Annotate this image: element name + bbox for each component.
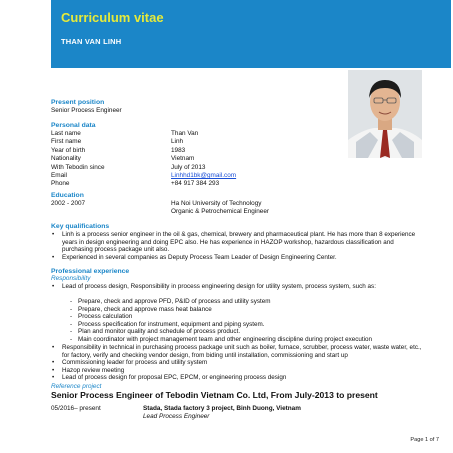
education-period: 2002 - 2007	[51, 200, 86, 207]
year-of-birth-label: Year of birth	[51, 146, 86, 154]
project-role: Lead Process Engineer	[143, 413, 210, 421]
year-of-birth-value: 1983	[171, 146, 186, 154]
key-qualifications-heading: Key qualifications	[51, 223, 110, 230]
present-position-value: Senior Process Engineer	[51, 107, 122, 114]
list-item: • Lead of process design, Responsibility in process engineering design for utility system, process system, such as:	[51, 283, 423, 291]
nationality-value: Vietnam	[171, 155, 195, 163]
personal-row	[51, 138, 236, 146]
company-line: Senior Process Engineer of Tebodin Vietnam Co. Ltd, From July-2013 to present	[51, 390, 378, 400]
list-item: - Process calculation	[68, 313, 423, 321]
professional-experience-heading: Professional experience	[51, 268, 130, 275]
list-item: - Process specification for instrument, equipment and piping system.	[68, 321, 423, 329]
personal-data-table	[51, 130, 236, 189]
education-school: Ha Noi University of Technology	[171, 200, 262, 207]
person-name: THAN VAN LINH	[61, 37, 122, 46]
email-link[interactable]: Linhhd1bk@gmail.com	[171, 172, 237, 180]
personal-row	[51, 180, 236, 188]
personal-data-heading: Personal data	[51, 122, 96, 129]
first-name-value: Linh	[171, 138, 184, 146]
list-item: • Linh is a process senior engineer in the oil & gas, chemical, brewery and pharmaceutical plant. He has more than 8 experience years in design engineering and doing EPC also. He has experience in HAZOP workshop, hazardous classification and purchasing process package unit also.	[51, 231, 423, 254]
list-item: • Responsibility in technical in purchasing process package unit such as boiler, furnace, scrubber, process water, waste water, etc., for factory, verify and checking vendor design, from biding until installation, commissioning and start up	[51, 344, 423, 359]
list-item: - Prepare, check and approve mass heat balance	[68, 306, 423, 314]
phone-label: Phone	[51, 180, 70, 188]
reference-project-label: Reference project	[51, 383, 102, 390]
tebodin-since-value: July of 2013	[171, 163, 206, 171]
personal-row	[51, 172, 236, 180]
header-banner	[51, 0, 451, 68]
list-item: • Experienced in several companies as Deputy Process Team Leader of Design Engineering Center.	[51, 254, 423, 262]
personal-row	[51, 164, 236, 172]
personal-row	[51, 155, 236, 163]
list-item: • Commissioning leader for process and utility system	[51, 359, 423, 367]
list-item: - Prepare, check and approve PFD, P&ID of process and utility system	[68, 298, 423, 306]
tebodin-since-label: With Tebodin since	[51, 163, 105, 171]
document-title: Curriculum vitae	[61, 10, 164, 25]
responsibility-sub-list	[68, 298, 423, 344]
responsibility-label: Responsibility	[51, 275, 91, 282]
phone-value: +84 917 384 293	[171, 180, 220, 188]
responsibility-lead-list	[51, 283, 423, 291]
list-item: • Lead of process design for proposal EPC, EPCM, or engineering process design	[51, 374, 423, 382]
email-label: Email	[51, 172, 67, 180]
present-position-heading: Present position	[51, 99, 105, 106]
education-faculty: Organic & Petrochemical Engineer	[171, 208, 270, 216]
list-item: - Plan and monitor quality and schedule of process product.	[68, 328, 423, 336]
portrait-icon	[348, 70, 422, 158]
last-name-label: Last name	[51, 130, 81, 137]
project-name: Stada, Stada factory 3 project, Binh Duong, Vietnam	[143, 405, 301, 412]
portrait-photo	[348, 70, 422, 158]
first-name-label: First name	[51, 138, 82, 146]
nationality-label: Nationality	[51, 155, 81, 163]
project-period: 05/2016– present	[51, 405, 101, 412]
personal-row	[51, 147, 236, 155]
education-heading: Education	[51, 192, 84, 199]
responsibility-more-list	[51, 344, 423, 382]
list-item: - Main coordinator with project management team and other engineering discipline during project execution	[68, 336, 423, 344]
last-name-value: Than Van	[171, 130, 199, 137]
page-number: Page 1 of 7	[410, 437, 439, 443]
list-item: • Hazop review meeting	[51, 367, 423, 375]
personal-row	[51, 130, 236, 138]
qualifications-list	[51, 231, 423, 261]
